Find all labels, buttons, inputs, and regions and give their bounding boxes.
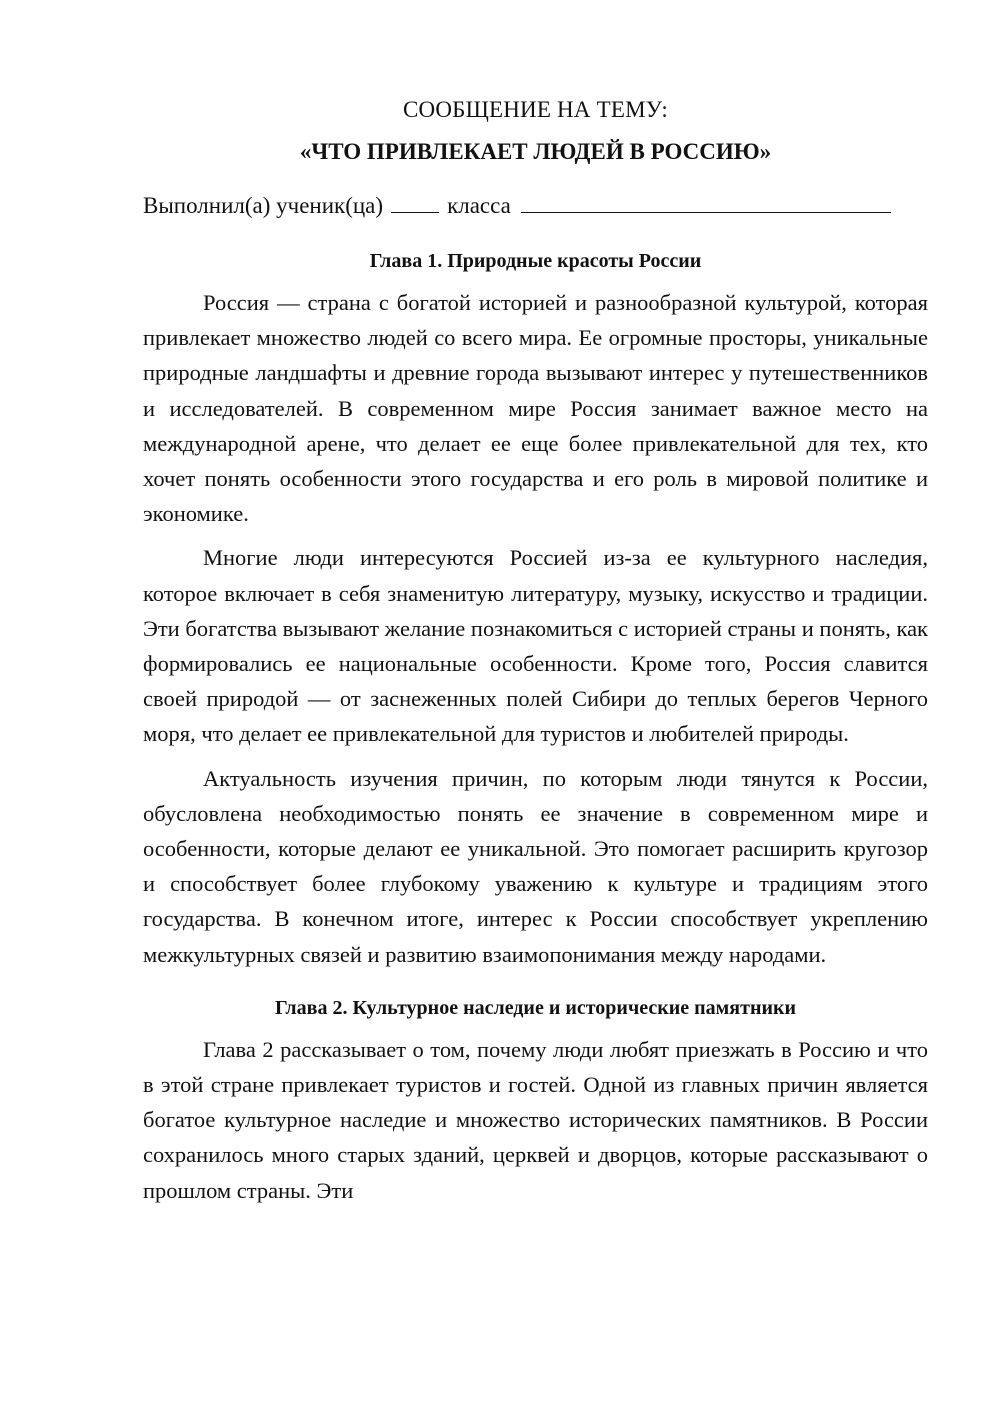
chapter-1-paragraph-3: Актуальность изучения причин, по которым люди тянутся к России, обусловлена необходимостью понять ее значение в современном мире и особенности, которые делают ее уникальной. Это помогает расширить кругозор и способствует более глубокому уважению к культуре и традициям этого государства. В конечном итоге, интерес к России способствует укреплению межкультурных связей и развитию взаимопонимания между народами.	[143, 765, 928, 967]
document-title: «ЧТО ПРИВЛЕКАЕТ ЛЮДЕЙ В РОССИЮ»	[299, 139, 772, 164]
chapter-1-heading: Глава 1. Природные красоты России	[369, 250, 702, 272]
author-line	[143, 188, 928, 224]
class-word-label: класса	[447, 193, 511, 218]
document-header-line: СООБЩЕНИЕ НА ТЕМУ:	[403, 97, 668, 122]
author-prefix-label: Выполнил(а) ученик(ца)	[143, 193, 384, 218]
author-name-blank	[521, 192, 891, 213]
chapter-1-paragraph-2: Многие люди интересуются Россией из-за ее культурного наследия, которое включает в себя знаменитую литературу, музыку, искусство и традиции. Эти богатства вызывают желание познакомиться с историей страны и понять, как формировались ее национальные особенности. Кроме того, Россия славится своей природой — от заснеженных полей Сибири до теплых берегов Черного моря, что делает ее привлекательной для туристов и любителей природы.	[143, 545, 928, 747]
chapter-2-paragraph-1: Глава 2 рассказывает о том, почему люди любят приезжать в Россию и что в этой стране привлекает туристов и гостей. Одной из главных причин является богатое культурное наследие и множество исторических памятников. В России сохранилось много старых зданий, церквей и дворцов, которые рассказывают о прошлом страны. Эти	[143, 1036, 928, 1203]
chapter-2-heading: Глава 2. Культурное наследие и исторические памятники	[274, 996, 797, 1019]
class-number-blank	[391, 192, 439, 213]
chapter-1-paragraph-1: Россия — страна с богатой историей и разнообразной культурой, которая привлекает множество людей со всего мира. Ее огромные просторы, уникальные природные ландшафты и древние города вызывают интерес у путешественников и исследователей. В современном мире Россия занимает важное место на международной арене, что делает ее еще более привлекательной для тех, кто хочет понять особенности этого государства и его роль в мировой политике и экономике.	[143, 290, 928, 527]
document-body	[143, 92, 928, 1217]
